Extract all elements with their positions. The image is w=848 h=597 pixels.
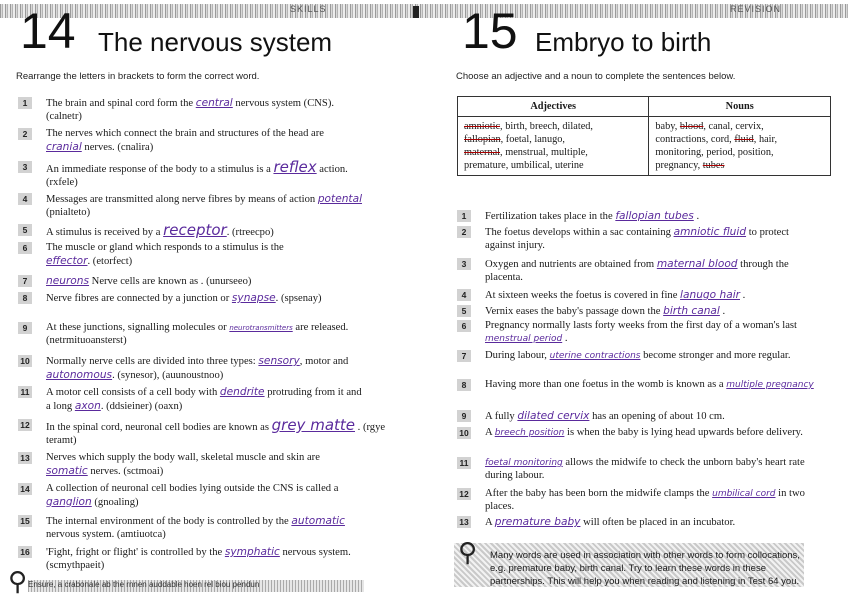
question-item: 10 A breech position is when the baby is lying head upwards before delivery. [457, 427, 817, 440]
answer[interactable]: menstrual period [485, 333, 563, 344]
question-item: 7 During labour, uterine contractions become stronger and more regular. [457, 350, 817, 363]
answer[interactable]: axon [74, 399, 101, 412]
instruction: Choose an adjective and a noun to complete the sentences below. [456, 71, 736, 82]
question-item: 6 Pregnancy normally lasts forty weeks from the first day of a woman's last menstrual period . [457, 320, 817, 345]
question-item: 8 Nerve fibres are connected by a junction or synapse. (spsenay) [18, 292, 363, 306]
question-item: 4 At sixteen weeks the foetus is covered in fine lanugo hair . [457, 289, 817, 303]
adjectives-cell: amniotic, birth, breech, dilated, fallopian, foetal, lanugo, maternal, menstrual, multiple, premature, umbilical, uterine [458, 117, 649, 176]
question-item: 5 A stimulus is received by a receptor. (rtreecpo) [18, 224, 363, 240]
answer[interactable]: somatic [46, 464, 88, 477]
question-item: 7 neurons Nerve cells are known as . (unurseeo) [18, 275, 363, 289]
answer[interactable]: automatic [291, 515, 345, 527]
answer[interactable]: neurons [46, 275, 90, 287]
answer[interactable]: fallopian tubes [615, 210, 694, 222]
question-item: 2 The foetus develops within a sac containing amniotic fluid to protect against injury. [457, 226, 817, 252]
question-item: 5 Vernix eases the baby's passage down the birth canal . [457, 305, 817, 319]
pin-icon: ⚲ [458, 538, 478, 568]
answer[interactable]: umbilical cord [712, 489, 776, 499]
nouns-cell: baby, blood, canal, cervix, contractions, cord, fluid, hair, monitoring, period, position, pregnancy, tubes [649, 117, 831, 176]
question-item: 15 The internal environment of the body is controlled by the automatic nervous system. (amtiuotca) [18, 515, 363, 541]
unit-title: Embryo to birth [535, 27, 712, 57]
table-header: Nouns [649, 97, 831, 117]
question-item: 12 In the spinal cord, neuronal cell bodies are known as grey matte . (rgye teramt) [18, 419, 388, 447]
question-item: 16 'Fight, fright or flight' is controlled by the symphatic nervous system. (scmythpaeit) [18, 546, 368, 572]
answer[interactable]: potental [317, 193, 363, 205]
unit-number: 14 [20, 3, 76, 59]
question-item: 9 At these junctions, signalling molecules or neurotransmitters are released. (netrmituoansterst) [18, 322, 363, 347]
answer[interactable]: maternal blood [656, 258, 738, 270]
answer[interactable]: breech position [494, 428, 565, 438]
answer[interactable]: dilated cervix [517, 410, 590, 422]
tip-box [454, 538, 804, 587]
answer[interactable]: central [195, 97, 233, 109]
question-item: 10 Normally nerve cells are divided into three types: sensory, motor and autonomous. (synesor), (auunoustnoo) [18, 355, 363, 382]
left-footer: Ensure, a crabonale ab the rnnen auddable hoen rel biou pendun [28, 580, 364, 592]
word-table [457, 96, 831, 176]
question-item: 3 Oxygen and nutrients are obtained from maternal blood through the placenta. [457, 258, 817, 284]
answer[interactable]: multiple pregnancy [726, 380, 814, 390]
answer[interactable]: birth canal [663, 305, 720, 317]
answer[interactable]: ganglion [46, 495, 92, 508]
answer[interactable]: dendrite [219, 386, 265, 398]
answer[interactable]: receptor [163, 221, 227, 239]
answer[interactable]: autonomous [46, 368, 113, 381]
answer[interactable]: reflex [273, 158, 317, 176]
page-marker [413, 6, 419, 18]
question-item: 3 An immediate response of the body to a stimulus is a reflex action. (rxfele) [18, 161, 348, 189]
left-header-label: SKILLS [290, 4, 327, 14]
question-item: 1 The brain and spinal cord form the central nervous system (CNS). (calnetr) [18, 97, 368, 123]
question-item: 12 After the baby has been born the midwife clamps the umbilical cord in two places. [457, 488, 817, 513]
right-header-label: REVISION [730, 4, 782, 14]
question-item: 1 Fertilization takes place in the fallopian tubes . [457, 210, 817, 224]
question-item: 11 foetal monitoring allows the midwife to check the unborn baby's heart rate during labour. [457, 457, 817, 482]
answer[interactable]: symphatic [224, 546, 280, 558]
answer[interactable]: synapse [231, 292, 276, 304]
question-item: 13 A premature baby will often be placed in an incubator. [457, 516, 817, 530]
question-item: 9 A fully dilated cervix has an opening of about 10 cm. [457, 410, 817, 424]
question-item: 2 The nerves which connect the brain and structures of the head are cranial nerves. (cnalira) [18, 128, 348, 154]
answer[interactable]: premature baby [494, 516, 581, 528]
answer[interactable]: uterine contractions [549, 351, 641, 361]
question-item: 13 Nerves which supply the body wall, skeletal muscle and skin are somatic nerves. (sctmoai) [18, 452, 363, 478]
answer[interactable]: neurotransmitters [229, 324, 293, 332]
instruction: Rearrange the letters in brackets to form the correct word. [16, 71, 260, 82]
header-strip [0, 4, 848, 18]
answer[interactable]: cranial [46, 140, 82, 153]
answer[interactable]: foetal monitoring [485, 458, 563, 468]
answer[interactable]: effector [46, 254, 88, 267]
question-item: 11 A motor cell consists of a cell body with dendrite protruding from it and a long axon. (ddsieiner) (oaxn) [18, 386, 363, 413]
question-item: 6 The muscle or gland which responds to a stimulus is the effector. (etorfect) [18, 242, 328, 268]
answer[interactable]: amniotic fluid [673, 226, 747, 238]
unit-title: The nervous system [98, 27, 333, 57]
question-item: 8 Having more than one foetus in the womb is known as a multiple pregnancy [457, 379, 817, 392]
tip-text: Many words are used in association with other words to form collocations, e.g. premature baby, birth canal. Try to learn these words in these partnerships. This will help you when reading and listening in Test 64 you. [490, 550, 800, 587]
answer[interactable]: sensory [258, 355, 300, 367]
unit-number: 15 [462, 3, 518, 59]
question-item: 4 Messages are transmitted along nerve fibres by means of action potental (pnialteto) [18, 193, 363, 219]
answer[interactable]: lanugo hair [680, 289, 740, 301]
question-item: 14 A collection of neuronal cell bodies lying outside the CNS is called a ganglion (gnoaling) [18, 483, 363, 509]
table-header: Adjectives [458, 97, 649, 117]
pin-icon: ⚲ [8, 567, 28, 597]
answer[interactable]: grey matte [271, 416, 355, 434]
